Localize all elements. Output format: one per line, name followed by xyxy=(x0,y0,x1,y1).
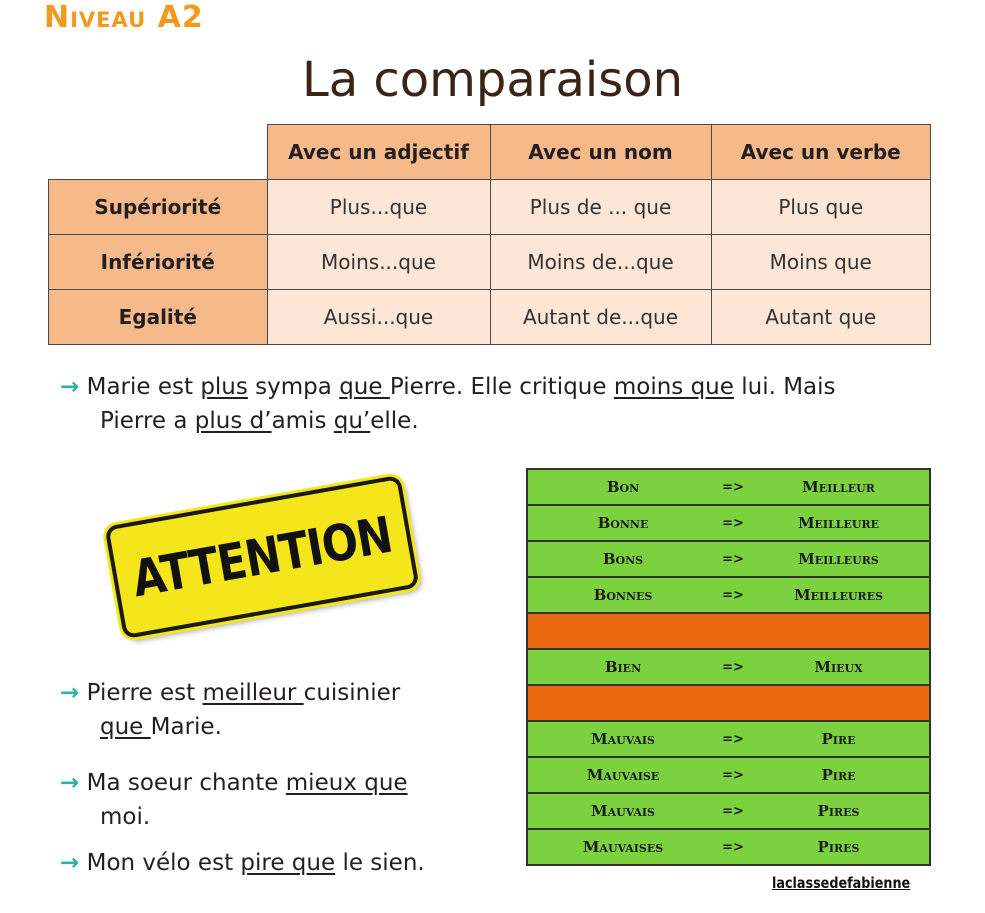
comparative-form: Meilleures xyxy=(793,586,884,604)
table-corner xyxy=(49,125,268,180)
arrow-icon: → xyxy=(60,850,80,876)
comparative-form: Meilleurs xyxy=(798,550,879,568)
table-cell: Autant que xyxy=(711,290,931,345)
row-header: Supériorité xyxy=(49,180,268,235)
column-header: Avec un adjectif xyxy=(267,125,490,180)
text: Mon vélo est xyxy=(86,850,241,876)
table-cell: Plus que xyxy=(711,180,931,235)
highlight: mieux que xyxy=(285,770,408,796)
comparative-form: Pire xyxy=(821,730,856,748)
base-form: Bons xyxy=(602,550,644,568)
arrow-icon: => xyxy=(722,551,744,567)
base-form: Bonnes xyxy=(593,586,653,604)
text: Marie est xyxy=(86,374,201,400)
example-sentence xyxy=(60,766,480,834)
table-row xyxy=(49,235,931,290)
example-sentence xyxy=(60,676,480,744)
text: Pierre est xyxy=(86,680,203,706)
table-cell: Moins que xyxy=(711,235,931,290)
table-cell: Autant de...que xyxy=(490,290,711,345)
text: amis xyxy=(271,408,334,434)
table-cell: Moins...que xyxy=(267,235,490,290)
arrow-icon: => xyxy=(722,731,744,747)
arrow-icon: => xyxy=(722,803,744,819)
vocab-row xyxy=(528,758,929,794)
row-header: Egalité xyxy=(49,290,268,345)
comparative-form: Pires xyxy=(817,838,860,856)
base-form: Mauvaises xyxy=(582,838,664,856)
vocab-row xyxy=(528,794,929,830)
comparative-form: Pire xyxy=(821,766,856,784)
arrow-icon: => xyxy=(722,839,744,855)
text: Ma soeur chante xyxy=(86,770,286,796)
column-header: Avec un nom xyxy=(490,125,711,180)
vocab-row xyxy=(528,506,929,542)
attention-sign xyxy=(104,475,419,639)
base-form: Bon xyxy=(606,478,640,496)
level-label: Niveau A2 xyxy=(44,0,204,35)
separator-row xyxy=(528,686,929,722)
highlight: qu’ xyxy=(333,408,371,434)
credit: laclassedefabienne xyxy=(772,874,911,892)
example-sentence xyxy=(60,846,500,880)
vocab-row xyxy=(528,578,929,614)
base-form: Mauvaise xyxy=(586,766,660,784)
table-cell: Plus...que xyxy=(267,180,490,235)
comparative-form: Meilleur xyxy=(802,478,875,496)
arrow-icon: => xyxy=(722,659,744,675)
arrow-icon: => xyxy=(722,767,744,783)
arrow-icon: => xyxy=(722,587,744,603)
text: moi. xyxy=(100,804,151,830)
arrow-icon: → xyxy=(60,770,80,796)
text: lui. Mais xyxy=(733,374,836,400)
highlight: que xyxy=(339,374,390,400)
base-form: Bonne xyxy=(597,514,649,532)
attention-text: ATTENTION xyxy=(127,505,397,609)
text: le sien. xyxy=(335,850,425,876)
table-cell: Aussi...que xyxy=(267,290,490,345)
text: Pierre a xyxy=(100,408,195,434)
text: Marie. xyxy=(150,714,222,740)
text: cuisinier xyxy=(303,680,401,706)
table-cell: Plus de ... que xyxy=(490,180,711,235)
irregular-forms-table xyxy=(526,468,931,866)
text: elle. xyxy=(370,408,419,434)
highlight: pire que xyxy=(240,850,336,876)
table-row xyxy=(49,180,931,235)
highlight: plus d’ xyxy=(194,408,272,434)
arrow-icon: => xyxy=(722,515,744,531)
row-header: Infériorité xyxy=(49,235,268,290)
page-title: La comparaison xyxy=(301,52,684,108)
comparative-form: Mieux xyxy=(814,658,863,676)
text: sympa xyxy=(247,374,340,400)
base-form: Mauvais xyxy=(590,802,656,820)
vocab-row xyxy=(528,470,929,506)
table-row xyxy=(49,290,931,345)
vocab-row xyxy=(528,830,929,864)
vocab-row xyxy=(528,650,929,686)
highlight: que xyxy=(100,714,151,740)
arrow-icon: → xyxy=(60,680,80,706)
highlight: moins que xyxy=(613,374,734,400)
comparison-table xyxy=(48,124,931,345)
base-form: Bien xyxy=(604,658,642,676)
base-form: Mauvais xyxy=(590,730,656,748)
column-header: Avec un verbe xyxy=(711,125,931,180)
vocab-row xyxy=(528,722,929,758)
vocab-row xyxy=(528,542,929,578)
example-sentence-main xyxy=(60,370,940,438)
arrow-icon: => xyxy=(722,479,744,495)
comparative-form: Pires xyxy=(817,802,860,820)
highlight: plus xyxy=(200,374,248,400)
text: Pierre. Elle critique xyxy=(389,374,614,400)
table-cell: Moins de...que xyxy=(490,235,711,290)
comparative-form: Meilleure xyxy=(797,514,880,532)
separator-row xyxy=(528,614,929,650)
arrow-icon: → xyxy=(60,374,80,400)
highlight: meilleur xyxy=(202,680,304,706)
